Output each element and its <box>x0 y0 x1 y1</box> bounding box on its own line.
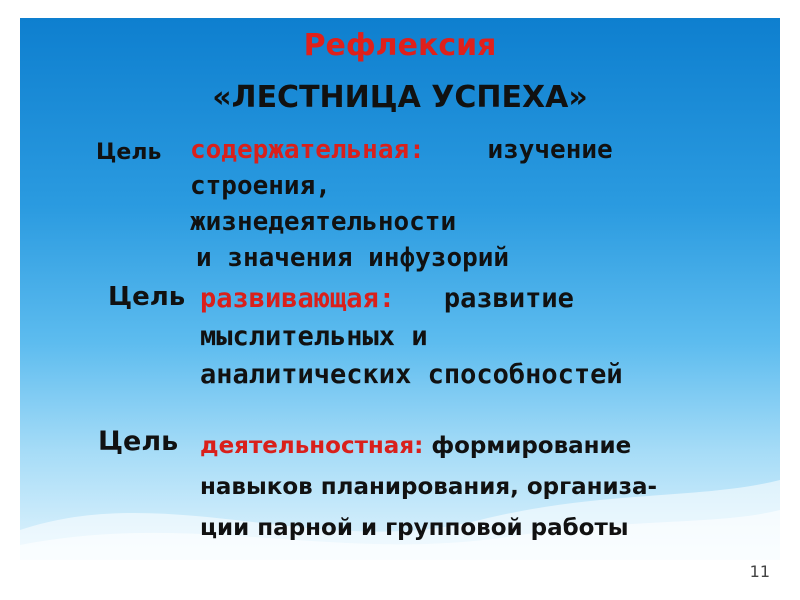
goal-label: Цель <box>108 282 186 312</box>
goal-text-line: ции парной и групповой работы <box>200 515 629 541</box>
slide-subtitle: «ЛЕСТНИЦА УСПЕХА» <box>212 80 588 115</box>
slide-title: Рефлексия <box>303 28 497 63</box>
goal-label: Цель <box>96 140 162 165</box>
goal-text-line: строения, <box>190 171 331 201</box>
goal-content-text <box>190 132 613 276</box>
goal-content-text <box>200 426 657 549</box>
goal-text-line: аналитических способностей <box>200 359 623 390</box>
goal-text-line: изучение <box>487 135 613 165</box>
goal-content-text <box>200 280 623 394</box>
goal-text-line: развитие <box>443 283 574 314</box>
goal-type: развивающая: <box>200 283 396 314</box>
goal-text-line: формирование <box>431 433 632 459</box>
goal-label: Цель <box>98 426 179 457</box>
goal-text-line: жизнедеятельности <box>190 207 457 237</box>
goal-text-line: навыков планирования, организа- <box>200 474 658 500</box>
page-number: 11 <box>749 562 770 581</box>
goal-text-line: и значения инфузорий <box>196 243 510 273</box>
goal-type: деятельностная: <box>200 433 424 459</box>
goal-text-line: мыслительных и <box>200 321 428 352</box>
goal-type: содержательная: <box>190 135 425 165</box>
